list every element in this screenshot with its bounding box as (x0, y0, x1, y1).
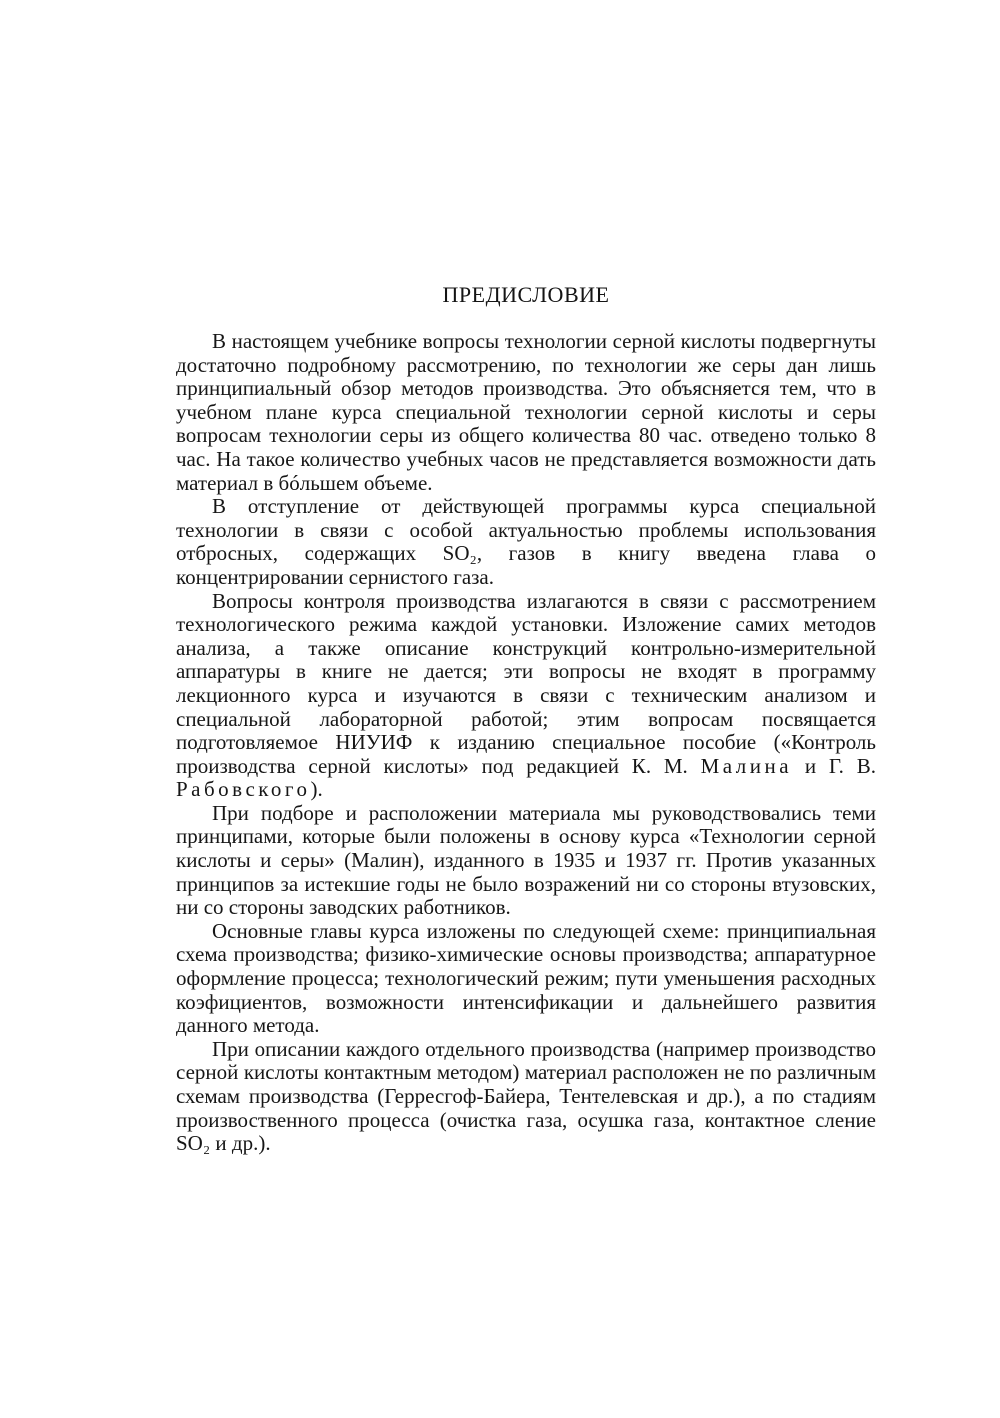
paragraph-3-end: ). (310, 777, 323, 802)
author-name-malin: Малина (700, 753, 793, 778)
paragraph-1: В настоящем учебнике вопросы технологии серной кислоты подвергнуты достаточно подробному рассмотрению, по технологии же серы дан лишь принципиальный обзор методов производства. Это объясняется тем, что в учебном плане курса специальной технологии серной кислоты и серы вопросам технологии серы из общего количества 80 час. отведено только 8 час. На такое количество учебных часов не представляется возможности дать материал в бóльшем объеме. (176, 329, 876, 495)
paragraph-2: В отступление от действующей программы курса специальной технологии в связи с особой актуальностью проблемы использования отбросных, содержащих SO₂, газов в книгу введена глава о концентрировании сернистого газа. (176, 494, 876, 589)
paragraph-6: При описании каждого отдельного производства (например производство серной кислоты контактным методом) материал расположен не по различным схемам производства (Герресгоф-Байера, Тентелевская и др.), а по стадиям произвоственного процесса (очистка газа, осушка газа, контактное сление SO₂ и др.). (176, 1036, 876, 1156)
paragraph-3-conjunction: и Г. В. (792, 753, 876, 778)
paragraph-3-text: Вопросы контроля производства излагаются в связи с рассмотрением технологического режима каждой установки. Изложение самих методов анализа, а также описание конструкций контрольно-измерительной аппаратуры в книге не дается; эти вопросы не входят в программу лекционного курса и изучаются в связи с техническим анализом и специальной лабораторной работой; этим вопросам посвящается подготовляемое НИУИФ к изданию специальное пособие («Контроль производства серной кислоты» под редакцией К. М. (176, 588, 876, 778)
page-title: ПРЕДИСЛОВИЕ (442, 282, 610, 307)
preface-body (176, 330, 876, 1156)
paragraph-3 (176, 590, 876, 802)
paragraph-4: При подборе и расположении материала мы руководствовались теми принципами, которые были положены в основу курса «Технологии серной кислоты и серы» (Малин), изданного в 1935 и 1937 гг. Против указанных принципов за истекшие годы не было возражений ни со стороны втузовских, ни со стороны заводских работников. (176, 800, 876, 920)
author-name-rabovsky: Рабовского (176, 777, 311, 802)
paragraph-5: Основные главы курса изложены по следующей схеме: принципиальная схема производства; физико-химические основы производства; аппаратурное оформление процесса; технологический режим; пути уменьшения расходных коэфициентов, возможности интенсификации и дальнейшего развития данного метода. (176, 918, 876, 1038)
